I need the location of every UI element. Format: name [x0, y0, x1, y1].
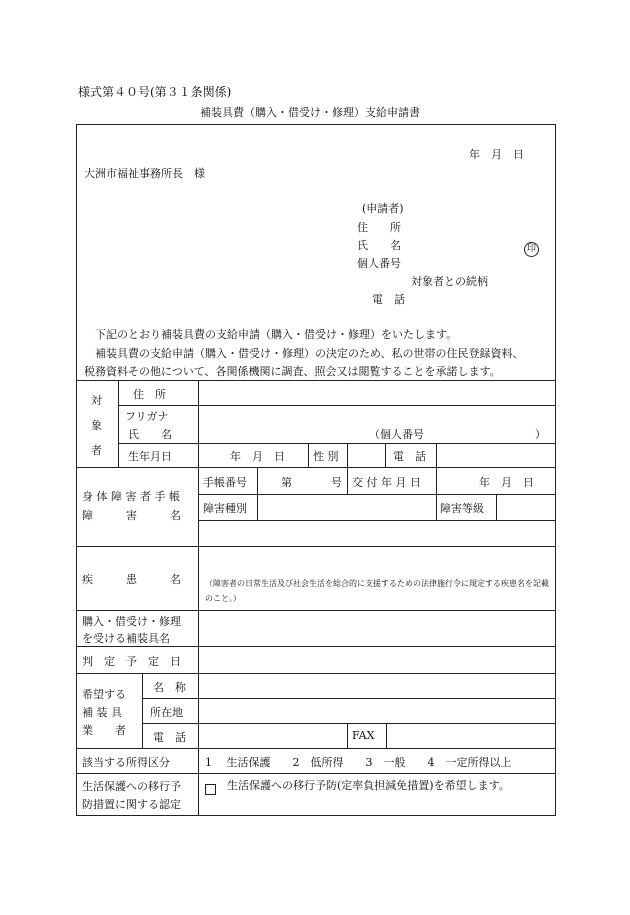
handbook-number-prefix: 第 [281, 476, 292, 489]
issue-date-field[interactable]: 年 月 日 [479, 476, 534, 489]
vendor-label-2: 補 装 具 [82, 706, 122, 719]
disease-field[interactable] [199, 547, 555, 573]
transition-label-2: 防措置に関する認定 [82, 798, 181, 811]
subject-name-label: 氏 名 [128, 428, 172, 441]
relation-label: 対象者との続柄 [411, 275, 488, 288]
device-label-2: を受ける補装具名 [82, 632, 170, 645]
disability-grade-field[interactable] [497, 495, 555, 519]
income-options[interactable]: 1 生活保護 2 低所得 3 一般 4 一定所得以上 [205, 756, 512, 769]
seal-icon [524, 236, 539, 257]
subject-address-label: 住 所 [133, 388, 166, 401]
form-title: 補装具費（購入・借受け・修理）支給申請書 [200, 106, 420, 119]
device-label-1: 購入・借受け・修理 [82, 615, 181, 628]
disease-label: 疾 患 名 [82, 573, 181, 586]
transition-label-1: 生活保護への移行予 [82, 780, 181, 793]
body-line-1: 下記のとおり補装具費の支給申請（購入・借受け・修理）をいたします。 [95, 328, 458, 341]
vendor-name-field[interactable] [199, 674, 555, 698]
body-line-2: 補装具費の支給申請（購入・借受け・修理）の決定のため、私の世帯の住民登録資料、 [95, 347, 524, 360]
sex-label: 性 別 [313, 450, 339, 463]
fax-field[interactable] [387, 724, 555, 747]
transition-text: 生活保護への移行予防(定率負担減免措置)を希望します。 [227, 779, 510, 792]
birthdate-field[interactable]: 年 月 日 [230, 450, 285, 463]
disability-type-label: 障害種別 [203, 502, 247, 515]
addressee: 大洲市福祉事務所長 様 [84, 167, 205, 180]
subject-char-2: 象 [91, 419, 102, 432]
subject-mynumber-close: ） [535, 428, 546, 441]
vendor-name-label: 名 称 [153, 681, 186, 694]
birthdate-label: 生年月日 [128, 450, 172, 463]
seal-mark: 印 [524, 242, 539, 257]
applicant-address-label: 住 所 [357, 221, 401, 234]
judge-date-label: 判 定 予 定 日 [82, 655, 181, 668]
disease-note: （障害者の日常生活及び社会生活を総合的に支援するための法律施行令に規定する疾患名を記載のこと。） [205, 579, 549, 603]
date-field[interactable]: 年 月 日 [469, 148, 524, 161]
applicant-heading: (申請者) [362, 202, 404, 215]
subject-address-field[interactable] [199, 381, 555, 405]
disability-type-field[interactable] [258, 495, 435, 519]
income-label: 該当する所得区分 [82, 756, 170, 769]
handbook-number-label: 手帳番号 [203, 476, 247, 489]
disability-name-label: 障 害 名 [82, 509, 181, 522]
fax-label: FAX [352, 729, 375, 742]
handbook-label: 身 体 障 害 者 手 帳 [82, 490, 180, 503]
issue-date-label: 交 付 年 月 日 [352, 476, 421, 489]
disability-name-field[interactable] [199, 521, 555, 545]
form-number: 様式第４０号(第３１条関係) [78, 85, 232, 99]
sex-field[interactable] [348, 444, 384, 466]
applicant-name-label: 氏 名 [357, 239, 401, 252]
subject-phone-field[interactable] [437, 444, 555, 466]
vendor-phone-label: 電 話 [153, 731, 186, 744]
transition-checkbox[interactable] [205, 779, 216, 798]
device-field[interactable] [199, 611, 555, 645]
vendor-location-field[interactable] [199, 699, 555, 723]
disability-grade-label: 障害等級 [440, 502, 484, 515]
applicant-mynumber-label: 個人番号 [357, 257, 401, 270]
subject-char-1: 対 [91, 394, 102, 407]
subject-phone-label: 電 話 [393, 450, 426, 463]
vendor-phone-field[interactable] [199, 724, 346, 747]
subject-char-3: 者 [91, 444, 102, 457]
applicant-phone-label: 電 話 [372, 293, 405, 306]
handbook-number-suffix: 号 [331, 476, 342, 489]
vendor-label-3: 業 者 [82, 724, 126, 737]
body-line-3: 税務資料その他について、各関係機関に調査、照会又は閲覧することを承諾します。 [84, 365, 501, 378]
judge-date-field[interactable] [199, 647, 555, 672]
vendor-label-1: 希望する [82, 688, 126, 701]
vendor-location-label: 所在地 [150, 706, 183, 719]
subject-mynumber-label: （個人番号 [369, 428, 424, 441]
furigana-label: フリガナ [125, 410, 169, 423]
